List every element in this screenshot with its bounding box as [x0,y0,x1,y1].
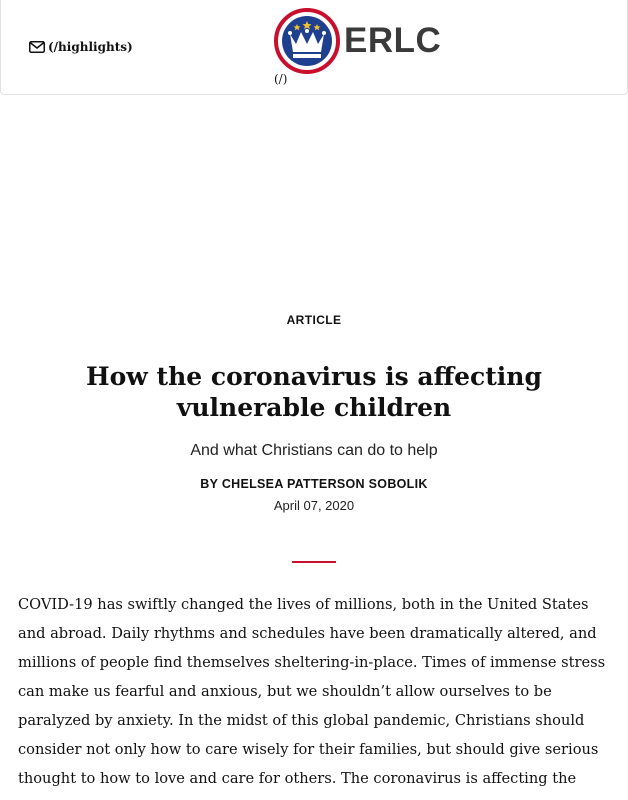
mail-icon [29,41,45,53]
erlc-crown-logo-icon [274,8,340,74]
erlc-logo-link[interactable] [274,8,441,74]
byline-prefix: BY [200,477,219,491]
byline [0,477,628,491]
logo-text: ERLC [344,21,442,60]
article-kicker: ARTICLE [286,313,342,327]
site-header [0,0,628,95]
publish-date: April 07, 2020 [273,498,355,513]
article-title: How the coronavirus is affecting vulnerable children [86,362,542,422]
home-link[interactable]: (/) [274,72,288,86]
accent-divider [292,561,336,563]
author-link[interactable]: CHELSEA PATTERSON SOBOLIK [221,477,428,491]
article-subtitle: And what Christians can do to help [190,442,438,459]
highlights-link[interactable] [29,40,133,54]
article-body: COVID-19 has swiftly changed the lives of millions, both in the United States and abroad. Daily rhythms and schedules have been dramatically altered, and millions of people find themselves sheltering-in-place. Times of immense stress can make us fearful and anxious, but we shouldn’t allow ourselves to be paralyzed by anxiety. In the midst of this global pandemic, Christians should consider not only how to care wisely for their families, but should give serious thought to how to love and care for others. The coronavirus is affecting the [18,596,606,787]
highlights-link-label: (/highlights) [48,40,133,54]
